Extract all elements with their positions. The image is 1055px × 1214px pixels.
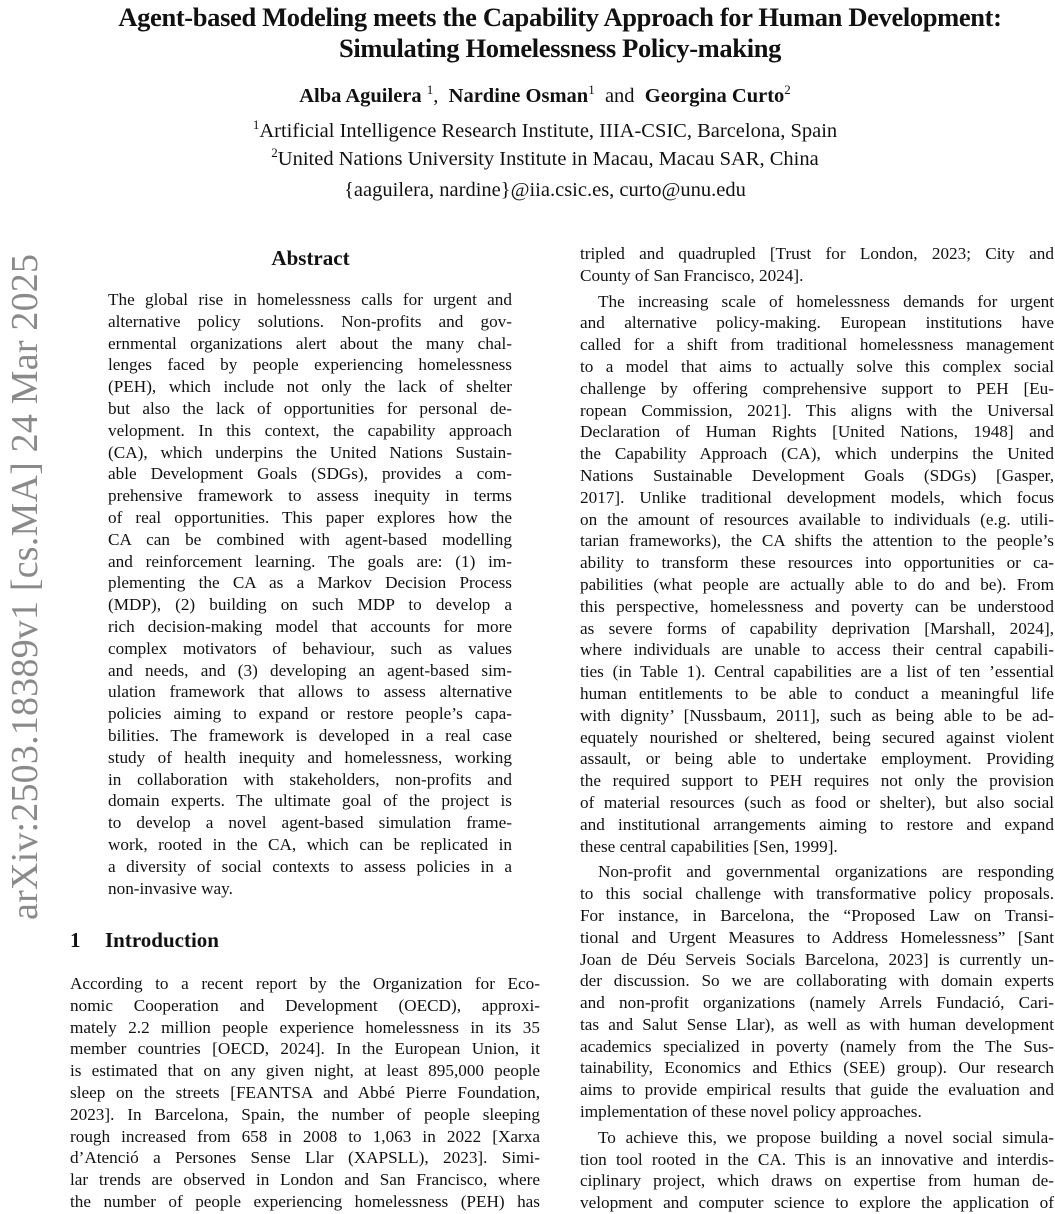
introduction-line: nomic Cooperation and Development (OECD), approxi- [70, 995, 540, 1015]
introduction-line: mately 2.2 million people experience homelessness in its 35 [70, 1017, 540, 1037]
introduction-line: lar trends are observed in London and San Francisco, where [70, 1170, 540, 1190]
paragraph-line: For instance, in Barcelona, the “Proposed Law on Transi- [580, 905, 1054, 925]
abstract-line: (MDP), (2) building on such MDP to develop a [108, 595, 512, 615]
section-number: 1 [70, 928, 81, 952]
abstract-line: velopment. In this context, the capability approach [108, 420, 512, 440]
paragraph-line: Non-profit and governmental organizations are responding [598, 862, 1054, 882]
section-title: Introduction [105, 928, 219, 952]
paragraph-line: these central capabilities [Sen, 1999]. [580, 836, 838, 856]
paragraph-line: ciplinary project, which draws on expertise from human de- [580, 1171, 1054, 1191]
abstract-line: policies aiming to expand or restore people’s capa- [108, 704, 512, 724]
paragraph-line: der discussion. So we are collaborating with domain experts [580, 971, 1054, 991]
paragraph-line: of material resources (such as food or shelter), but also social [580, 792, 1054, 812]
abstract-line: domain experts. The ultimate goal of the project is [108, 791, 512, 811]
author-affiliation-mark: 1 [588, 82, 595, 97]
abstract-line: (PEH), which include not only the lack of shelter [108, 377, 512, 397]
abstract-line: complex motivators of behaviour, such as values [108, 638, 512, 658]
affiliation-number: 2 [271, 145, 278, 160]
abstract-line: non-invasive way. [108, 878, 233, 898]
paragraph-line: where individuals are unable to access their central capabili- [580, 640, 1054, 660]
paragraph-line: Joan de Déu Serveis Socials Barcelona, 2023] is currently un- [580, 949, 1054, 969]
paragraph-line: the Capability Approach (CA), which underpins the United [580, 444, 1054, 464]
paragraph-line: and non-profit organizations (namely Arrels Fundació, Cari- [580, 993, 1054, 1013]
paragraph-line: to a model that aims to actually solve this complex social [580, 356, 1054, 376]
abstract-body [108, 289, 512, 899]
abstract-line: work, rooted in the CA, which can be replicated in [108, 834, 512, 854]
paragraph-line: The increasing scale of homelessness demands for urgent [598, 291, 1054, 311]
abstract-line: (CA), which underpins the United Nations Sustain- [108, 442, 512, 462]
paragraph-line: equately nourished or sheltered, being secured against violent [580, 727, 1054, 747]
paragraph-line: tarian frameworks), the CA shifts the attention to the people’s [580, 531, 1054, 551]
introduction-line: According to a recent report by the Organization for Eco- [70, 974, 540, 993]
abstract-line: alternative policy solutions. Non-profits and gov- [108, 311, 512, 331]
paragraph-line: tion tool rooted in the CA. This is an innovative and interdis- [580, 1149, 1054, 1169]
paragraph [580, 243, 1054, 287]
paragraph-line: To achieve this, we propose building a novel social simula- [598, 1127, 1054, 1147]
affiliation [0, 119, 1055, 143]
introduction-line: d’Atenció a Persones Sense Llar (XAPSLL), 2023]. Simi- [70, 1148, 540, 1168]
abstract-line: The global rise in homelessness calls for urgent and [108, 290, 512, 309]
paragraph-line: called for a shift from traditional homelessness management [580, 335, 1054, 355]
paper-title [40, 2, 1055, 64]
abstract-line: rich decision-making model that accounts for more [108, 616, 512, 636]
paragraph-line: academics specialized in poverty (namely from the The Sus- [580, 1036, 1054, 1056]
affiliation-text: Artificial Intelligence Research Institute, IIIA-CSIC, Barcelona, Spain [259, 120, 838, 142]
paragraph-line: velopment and computer science to explore the application of [580, 1193, 1054, 1213]
paper-title-line: Agent-based Modeling meets the Capability Approach for Human Development: [118, 2, 1002, 32]
paragraph-line: tional and Urgent Measures to Address Homelessness” [Sant [580, 927, 1054, 947]
paragraph-line: pabilities (what people are actually able to do and be). From [580, 574, 1054, 594]
abstract-line: a diversity of social contexts to assess policies in a [108, 856, 512, 876]
abstract-line: in collaboration with stakeholders, non-profits and [108, 769, 512, 789]
abstract-heading: Abstract [271, 246, 350, 270]
abstract-line: but also the lack of opportunities for personal de- [108, 398, 512, 418]
author-name: Nardine Osman [448, 85, 589, 107]
author-name: Georgina Curto [644, 85, 785, 107]
paragraph-line: tainability, Economics and Ethics (SEE) group). Our research [580, 1058, 1054, 1078]
paragraph-line: on the amount of resources available to individuals (e.g. utili- [580, 509, 1054, 529]
author-affiliation-mark: 1 [426, 82, 434, 97]
paragraph-line: ties (in Table 1). Central capabilities are a list of ten ’essential [580, 662, 1054, 682]
abstract-line: plementing the CA as a Markov Decision Process [108, 573, 512, 593]
introduction-line: rough increased from 658 in 2008 to 1,063 in 2022 [Xarxa [70, 1126, 540, 1146]
abstract-line: bilities. The framework is developed in a real case [108, 725, 512, 745]
paragraph-line: assault, or being able to undertake employment. Providing [580, 749, 1054, 769]
affiliation-text: United Nations University Institute in Macau, Macau SAR, China [277, 148, 819, 170]
abstract-line: ulation framework that allows to assess alternative [108, 682, 512, 702]
affiliation-number: 1 [252, 117, 260, 132]
author-affiliation-mark: 2 [784, 82, 791, 97]
section-heading-introduction [70, 927, 219, 953]
paragraph-line: and alternative policy-making. European institutions have [580, 313, 1054, 333]
paragraph-line: this perspective, homelessness and poverty can be understood [580, 596, 1054, 616]
abstract-line: and reinforcement learning. The goals are: (1) im- [108, 551, 512, 571]
paragraph-line: tripled and quadrupled [Trust for London, 2023; City and [580, 244, 1054, 263]
introduction-line: member countries [OECD, 2024]. In the European Union, it [70, 1039, 540, 1059]
abstract-line: CA can be combined with agent-based modelling [108, 529, 512, 549]
paragraph-line: County of San Francisco, 2024]. [580, 265, 804, 285]
introduction-line: the number of people experiencing homelessness (PEH) has [70, 1191, 540, 1211]
affiliation [0, 147, 1055, 171]
paragraph-line: to this social challenge with transformative policy proposals. [580, 884, 1054, 904]
abstract-line: lenges faced by people experiencing homelessness [108, 355, 512, 375]
abstract-line: and needs, and (3) developing an agent-based sim- [108, 660, 512, 680]
paper-title-line: Simulating Homelessness Policy-making [339, 33, 781, 63]
paragraph-line: the required support to PEH requires not only the provision [580, 771, 1054, 791]
paragraph-line: ability to transform these resources into opportunities or ca- [580, 553, 1054, 573]
introduction-line: sleep on the streets [FEANTSA and Abbé Pierre Foundation, [70, 1082, 540, 1102]
introduction-right-column [580, 243, 1054, 1214]
author-separator: , [433, 85, 439, 107]
author-emails: {aaguilera, nardine}@iia.csic.es, curto@unu.edu [344, 179, 746, 201]
paragraph-line: Declaration of Human Rights [United Nations, 1948] and [580, 422, 1054, 442]
introduction-left-column [70, 973, 540, 1213]
paragraph-line: human entitlements to be able to conduct a meaningful life [580, 683, 1054, 703]
abstract-line: ernmental organizations alert about the many chal- [108, 333, 512, 353]
paragraph-line: as severe forms of capability deprivation [Marshall, 2024], [580, 618, 1054, 638]
introduction-line: 2023]. In Barcelona, Spain, the number of people sleeping [70, 1104, 540, 1124]
paragraph-line: and institutional arrangements aiming to restore and expand [580, 814, 1054, 834]
abstract-line: study of health inequity and homelessness, working [108, 747, 512, 767]
abstract-line: of real opportunities. This paper explores how the [108, 507, 512, 527]
paragraph [580, 861, 1054, 1123]
paragraph [580, 1127, 1054, 1214]
paragraph-line: tas and Salut Sense Llar), as well as with human development [580, 1014, 1054, 1034]
paragraph-line: 2017]. Unlike traditional development models, which focus [580, 487, 1054, 507]
paragraph-line: ropean Commission, 2021]. This aligns with the Universal [580, 400, 1054, 420]
paragraph-line: aims to provide empirical results that guide the evaluation and [580, 1080, 1054, 1100]
abstract-line: to develop a novel agent-based simulation frame- [108, 813, 512, 833]
paragraph-line: challenge by offering comprehensive support to PEH [Eu- [580, 378, 1054, 398]
author-name: Alba Aguilera [299, 85, 422, 107]
arxiv-identifier-stamp: arXiv:2503.18389v1 [cs.MA] 24 Mar 2025 [4, 253, 46, 920]
paragraph-line: Nations Sustainable Development Goals (SDGs) [Gasper, [580, 465, 1054, 485]
abstract-line: able Development Goals (SDGs), provides a com- [108, 464, 512, 484]
paragraph-line: implementation of these novel policy approaches. [580, 1102, 922, 1122]
abstract-line: prehensive framework to assess inequity in terms [108, 486, 512, 506]
author-list [0, 84, 1055, 108]
paragraph-line: with dignity’ [Nussbaum, 2011], such as being able to be ad- [580, 705, 1054, 725]
introduction-line: is estimated that on any given night, at least 895,000 people [70, 1061, 540, 1081]
author-conjunction: and [604, 85, 635, 107]
paragraph [580, 291, 1054, 858]
